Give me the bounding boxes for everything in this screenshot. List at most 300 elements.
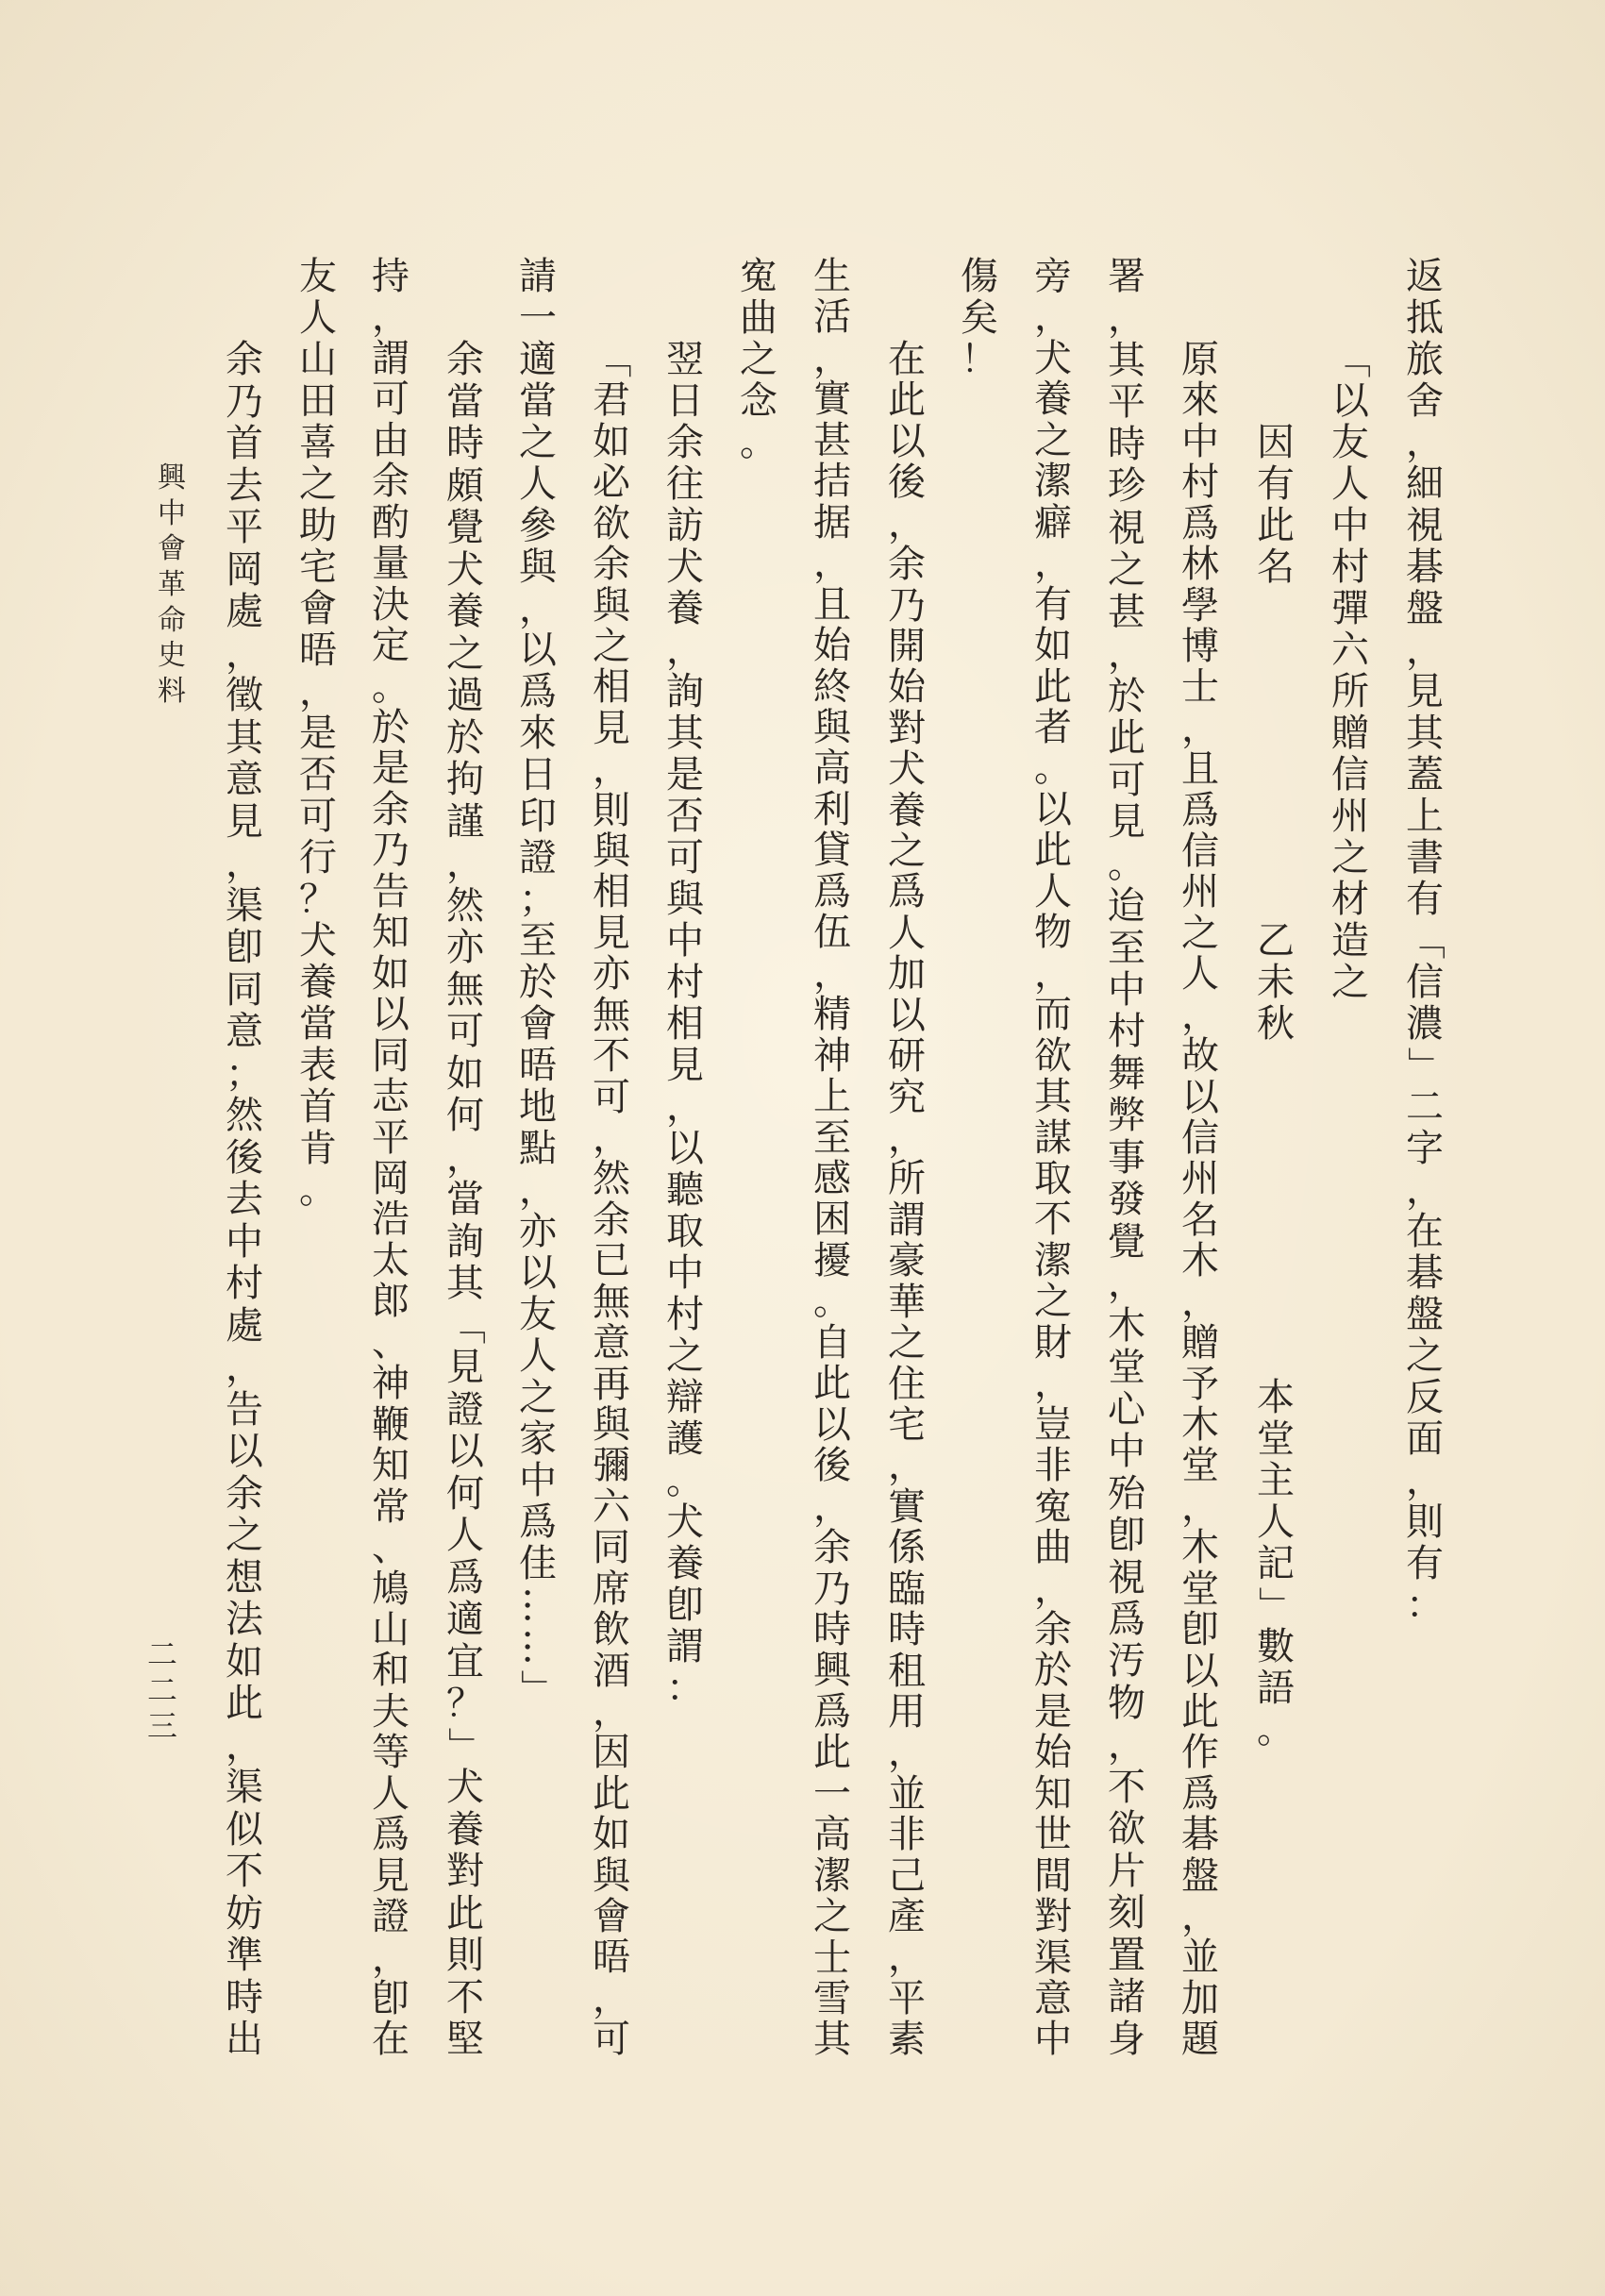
glyph: 村 bbox=[1331, 545, 1369, 589]
glyph: 豪 bbox=[888, 1239, 926, 1283]
glyph: 。 bbox=[372, 664, 410, 709]
glyph: 余 bbox=[446, 338, 484, 381]
glyph: 置 bbox=[1108, 1933, 1145, 1977]
glyph: 爲 bbox=[1108, 1598, 1145, 1641]
glyph: 覺 bbox=[446, 506, 484, 549]
glyph: 告 bbox=[372, 869, 410, 913]
glyph: 見 bbox=[372, 1853, 410, 1898]
glyph: 否 bbox=[666, 795, 704, 838]
glyph: 書 bbox=[1406, 836, 1444, 880]
glyph: ， bbox=[1108, 1723, 1145, 1768]
text-column-3-part-3-signature bbox=[1255, 1377, 1296, 1751]
glyph: 至 bbox=[1108, 926, 1145, 970]
glyph: 產 bbox=[888, 1895, 926, 1939]
glyph: 興 bbox=[158, 461, 186, 494]
glyph: 抵 bbox=[1406, 296, 1444, 340]
text-column-9 bbox=[811, 256, 853, 2060]
glyph: 、 bbox=[372, 1526, 410, 1570]
glyph: 晤 bbox=[593, 1936, 630, 1980]
glyph: 必 bbox=[593, 461, 630, 505]
glyph: ， bbox=[593, 1976, 630, 2020]
glyph: 二 bbox=[1406, 1085, 1444, 1129]
glyph: 宅 bbox=[888, 1402, 926, 1447]
glyph: ， bbox=[519, 587, 557, 630]
glyph: 見 bbox=[446, 1346, 484, 1389]
glyph: 木 bbox=[1108, 1303, 1145, 1348]
glyph: ， bbox=[813, 336, 851, 380]
glyph: 其 bbox=[446, 1262, 484, 1305]
text-column-3-part-1 bbox=[1255, 422, 1296, 588]
glyph: 以 bbox=[1331, 379, 1369, 423]
glyph: 豈 bbox=[1034, 1402, 1072, 1447]
glyph: 堂 bbox=[1108, 1346, 1145, 1390]
text-column-5 bbox=[1106, 256, 1147, 2060]
glyph: 予 bbox=[1181, 1362, 1219, 1406]
glyph: 則 bbox=[593, 788, 630, 832]
glyph: 酌 bbox=[372, 500, 410, 545]
glyph: 知 bbox=[372, 1444, 410, 1488]
glyph: 二 bbox=[146, 1636, 177, 1672]
glyph: 。 bbox=[1034, 746, 1072, 791]
glyph: 視 bbox=[1108, 1555, 1145, 1600]
glyph: 以 bbox=[372, 993, 410, 1037]
glyph: 以 bbox=[1181, 1075, 1219, 1119]
glyph: 見 bbox=[226, 799, 263, 844]
glyph: 神 bbox=[372, 1362, 410, 1406]
glyph: 可 bbox=[666, 836, 704, 880]
glyph: 適 bbox=[519, 338, 557, 381]
glyph: ， bbox=[1108, 296, 1145, 341]
glyph: 犬 bbox=[666, 1500, 704, 1544]
glyph: 博 bbox=[1181, 624, 1219, 668]
glyph: 之 bbox=[1331, 961, 1369, 1004]
glyph: 料 bbox=[158, 675, 186, 709]
glyph: 之 bbox=[1406, 1334, 1444, 1378]
glyph: 余 bbox=[226, 338, 263, 381]
glyph: ！ bbox=[961, 338, 998, 381]
glyph: 見 bbox=[1108, 800, 1145, 845]
glyph: 養 bbox=[446, 590, 484, 633]
glyph: ， bbox=[1181, 1280, 1219, 1324]
glyph: 犬 bbox=[446, 1766, 484, 1809]
glyph: 心 bbox=[1108, 1387, 1145, 1432]
glyph: 此 bbox=[1108, 716, 1145, 761]
glyph: 殆 bbox=[1108, 1471, 1145, 1516]
glyph: 知 bbox=[372, 911, 410, 955]
glyph: 可 bbox=[299, 795, 337, 838]
glyph: 盤 bbox=[1181, 1853, 1219, 1898]
glyph: 在 bbox=[888, 338, 926, 381]
glyph: 信 bbox=[1181, 830, 1219, 874]
glyph: 村 bbox=[666, 961, 704, 1004]
glyph: 詢 bbox=[666, 670, 704, 713]
glyph: 犬 bbox=[888, 747, 926, 792]
glyph: 。 bbox=[813, 1280, 851, 1324]
glyph: ， bbox=[888, 1116, 926, 1161]
glyph: ， bbox=[888, 1936, 926, 1980]
glyph: 生 bbox=[813, 255, 851, 298]
glyph: ， bbox=[1181, 1895, 1219, 1939]
glyph: 之 bbox=[519, 421, 557, 464]
glyph: 與 bbox=[593, 1402, 630, 1447]
glyph: 林 bbox=[1181, 543, 1219, 587]
glyph: 謹 bbox=[446, 799, 484, 844]
glyph: 余 bbox=[888, 543, 926, 587]
glyph: 如 bbox=[1034, 624, 1072, 668]
glyph: 之 bbox=[888, 830, 926, 874]
glyph: 碁 bbox=[1406, 1251, 1444, 1295]
glyph: ， bbox=[226, 631, 263, 676]
glyph: 爲 bbox=[372, 1813, 410, 1857]
glyph: 渠 bbox=[226, 1766, 263, 1809]
glyph: 爲 bbox=[1181, 1771, 1219, 1816]
glyph: 養 bbox=[446, 1807, 484, 1852]
glyph: 以 bbox=[888, 419, 926, 463]
glyph: 平 bbox=[372, 1115, 410, 1160]
glyph: 余 bbox=[593, 1198, 630, 1242]
glyph: 事 bbox=[1108, 1135, 1145, 1180]
glyph: 不 bbox=[1034, 1198, 1072, 1242]
glyph: 汚 bbox=[1108, 1639, 1145, 1684]
glyph: ， bbox=[1034, 1362, 1072, 1406]
glyph: 相 bbox=[593, 665, 630, 710]
glyph: 如 bbox=[446, 1051, 484, 1096]
glyph: 其 bbox=[666, 712, 704, 755]
glyph: 財 bbox=[1034, 1320, 1072, 1365]
glyph: 州 bbox=[1181, 870, 1219, 914]
glyph: 贈 bbox=[1181, 1321, 1219, 1366]
glyph: 會 bbox=[158, 532, 186, 566]
glyph: 之 bbox=[593, 624, 630, 668]
glyph: 此 bbox=[593, 1771, 630, 1816]
text-column-12 bbox=[591, 339, 632, 2060]
glyph: 犬 bbox=[1034, 336, 1072, 380]
glyph: 上 bbox=[1406, 795, 1444, 838]
glyph: 且 bbox=[813, 582, 851, 627]
glyph: 字 bbox=[1406, 1127, 1444, 1170]
glyph: 中 bbox=[1034, 2018, 1072, 2062]
text-column-15 bbox=[370, 256, 411, 2060]
glyph: 面 bbox=[1406, 1417, 1444, 1461]
glyph: 六 bbox=[1331, 628, 1369, 672]
glyph: ， bbox=[226, 842, 263, 885]
glyph: 「 bbox=[1403, 922, 1446, 960]
glyph: 利 bbox=[813, 787, 851, 831]
text-column-13 bbox=[517, 256, 559, 1709]
glyph: 爲 bbox=[519, 670, 557, 713]
glyph: 始 bbox=[1034, 1731, 1072, 1775]
glyph: 爲 bbox=[1181, 501, 1219, 545]
text-column-4 bbox=[1179, 339, 1221, 2060]
glyph: 此 bbox=[888, 378, 926, 423]
glyph: 可 bbox=[593, 1075, 630, 1119]
glyph: 弊 bbox=[1108, 1094, 1145, 1138]
glyph: 信 bbox=[1181, 1116, 1219, 1161]
glyph: ？ bbox=[446, 1682, 484, 1725]
glyph: 興 bbox=[813, 1649, 851, 1693]
glyph: 告 bbox=[226, 1387, 263, 1432]
glyph: 不 bbox=[446, 1975, 484, 2019]
glyph: 浩 bbox=[372, 1198, 410, 1242]
glyph: 則 bbox=[446, 1934, 484, 1977]
glyph: 爲 bbox=[813, 869, 851, 913]
glyph: 於 bbox=[446, 715, 484, 760]
glyph: 平 bbox=[1108, 380, 1145, 425]
glyph: 山 bbox=[372, 1607, 410, 1651]
glyph: 之 bbox=[1034, 1280, 1072, 1324]
glyph: 徵 bbox=[226, 674, 263, 717]
glyph: 之 bbox=[1331, 836, 1369, 880]
glyph: 點 bbox=[519, 1127, 557, 1170]
glyph: 余 bbox=[593, 543, 630, 587]
glyph: 已 bbox=[593, 1239, 630, 1283]
glyph: 去 bbox=[226, 463, 263, 508]
glyph: 本 bbox=[1257, 1376, 1295, 1419]
glyph: 堂 bbox=[1257, 1417, 1295, 1461]
glyph: ， bbox=[593, 747, 630, 792]
text-column-3-part-2-date bbox=[1255, 920, 1296, 1045]
glyph: 是 bbox=[372, 746, 410, 791]
glyph: 中 bbox=[666, 919, 704, 963]
glyph: 何 bbox=[446, 1094, 484, 1137]
glyph: 究 bbox=[888, 1075, 926, 1119]
glyph: 精 bbox=[813, 993, 851, 1037]
glyph: 」 bbox=[443, 1726, 487, 1765]
glyph: 旅 bbox=[1406, 338, 1444, 381]
page-number bbox=[144, 1636, 180, 1744]
glyph: 名 bbox=[1181, 1198, 1219, 1242]
glyph: … bbox=[516, 1586, 560, 1624]
glyph: 細 bbox=[1406, 462, 1444, 506]
glyph: 余 bbox=[226, 1471, 263, 1516]
glyph: 鞭 bbox=[372, 1402, 410, 1447]
glyph: 學 bbox=[1181, 583, 1219, 628]
glyph: 村 bbox=[1181, 461, 1219, 505]
glyph: 据 bbox=[813, 500, 851, 545]
glyph: 未 bbox=[1257, 961, 1295, 1004]
glyph: 爲 bbox=[446, 1555, 484, 1600]
glyph: 」 bbox=[1403, 1047, 1446, 1084]
glyph: 二 bbox=[146, 1672, 177, 1708]
glyph: 世 bbox=[1034, 1813, 1072, 1857]
glyph: 信 bbox=[1331, 753, 1369, 796]
glyph: 養 bbox=[888, 788, 926, 832]
glyph: 往 bbox=[666, 462, 704, 506]
glyph: 乃 bbox=[372, 829, 410, 873]
glyph: 卽 bbox=[1108, 1514, 1145, 1558]
glyph: 所 bbox=[888, 1157, 926, 1201]
glyph: 然 bbox=[593, 1157, 630, 1201]
glyph: 實 bbox=[888, 1484, 926, 1529]
glyph: ， bbox=[666, 1085, 704, 1129]
glyph: 再 bbox=[593, 1362, 630, 1406]
glyph: 與 bbox=[519, 545, 557, 589]
glyph: 山 bbox=[299, 338, 337, 381]
glyph: 一 bbox=[813, 1771, 851, 1816]
glyph: 與 bbox=[666, 878, 704, 921]
glyph: 後 bbox=[226, 1135, 263, 1180]
glyph: 旁 bbox=[1034, 255, 1072, 298]
glyph: 時 bbox=[226, 1975, 263, 2019]
glyph: 用 bbox=[888, 1689, 926, 1734]
glyph: 盤 bbox=[1406, 587, 1444, 630]
glyph: ， bbox=[299, 670, 337, 713]
glyph: 秋 bbox=[1257, 1002, 1295, 1046]
glyph: 三 bbox=[146, 1708, 177, 1744]
glyph: 如 bbox=[593, 1813, 630, 1857]
glyph: 意 bbox=[226, 1010, 263, 1053]
glyph: 視 bbox=[1406, 504, 1444, 547]
glyph: 酒 bbox=[593, 1649, 630, 1693]
glyph: 時 bbox=[1108, 422, 1145, 466]
glyph: 人 bbox=[446, 1514, 484, 1557]
glyph: 養 bbox=[1034, 377, 1072, 422]
glyph: 州 bbox=[1331, 795, 1369, 838]
glyph: 舍 bbox=[1406, 379, 1444, 423]
glyph: 寃 bbox=[740, 255, 777, 298]
glyph: 身 bbox=[1108, 2017, 1145, 2061]
glyph: 此 bbox=[1034, 829, 1072, 873]
glyph: 以 bbox=[1181, 1649, 1219, 1693]
glyph: 州 bbox=[1181, 1157, 1219, 1201]
glyph: 始 bbox=[813, 624, 851, 668]
glyph: ， bbox=[1181, 993, 1219, 1037]
glyph: 自 bbox=[813, 1320, 851, 1365]
glyph: 當 bbox=[446, 379, 484, 424]
glyph: 見 bbox=[593, 706, 630, 750]
glyph: 以 bbox=[666, 1127, 704, 1170]
glyph: 否 bbox=[299, 753, 337, 796]
glyph: 詢 bbox=[446, 1219, 484, 1264]
glyph: 所 bbox=[1331, 670, 1369, 713]
glyph: ： bbox=[1406, 1584, 1444, 1627]
glyph: 之 bbox=[888, 1321, 926, 1366]
glyph: ， bbox=[813, 1484, 851, 1529]
glyph: 亦 bbox=[593, 952, 630, 997]
glyph: 處 bbox=[226, 1303, 263, 1348]
glyph: 人 bbox=[888, 911, 926, 955]
glyph: 爲 bbox=[519, 1500, 557, 1544]
glyph: 」 bbox=[516, 1669, 560, 1707]
glyph: 。 bbox=[666, 1459, 704, 1502]
glyph: 與 bbox=[593, 830, 630, 874]
glyph: 甚 bbox=[813, 418, 851, 462]
glyph: ， bbox=[1108, 1262, 1145, 1306]
glyph: 對 bbox=[446, 1850, 484, 1893]
glyph: 鳩 bbox=[372, 1567, 410, 1611]
glyph: ， bbox=[593, 1116, 630, 1161]
glyph: 是 bbox=[1034, 1689, 1072, 1734]
glyph: ， bbox=[1034, 1567, 1072, 1611]
glyph: 非 bbox=[888, 1813, 926, 1857]
glyph: 見 bbox=[666, 1044, 704, 1087]
glyph: 如 bbox=[593, 419, 630, 463]
glyph: 寃 bbox=[1034, 1484, 1072, 1529]
glyph: 信 bbox=[1406, 961, 1444, 1004]
glyph: 後 bbox=[813, 1444, 851, 1488]
glyph: 六 bbox=[593, 1484, 630, 1529]
glyph: 甚 bbox=[1108, 590, 1145, 634]
glyph: 意 bbox=[226, 758, 263, 801]
glyph: 人 bbox=[519, 1334, 557, 1378]
glyph: 此 bbox=[446, 1891, 484, 1936]
glyph: 終 bbox=[813, 664, 851, 709]
glyph: 人 bbox=[299, 296, 337, 340]
glyph: 同 bbox=[226, 967, 263, 1012]
glyph: 上 bbox=[813, 1075, 851, 1119]
glyph: 高 bbox=[813, 1813, 851, 1857]
glyph: 覺 bbox=[1108, 1219, 1145, 1264]
glyph: 伍 bbox=[813, 911, 851, 955]
text-column-16 bbox=[297, 256, 339, 1211]
glyph: 余 bbox=[372, 460, 410, 504]
glyph: 晤 bbox=[299, 628, 337, 672]
glyph: 是 bbox=[299, 712, 337, 755]
glyph: 以 bbox=[519, 1251, 557, 1295]
glyph: 臨 bbox=[888, 1567, 926, 1611]
glyph: 謀 bbox=[1034, 1115, 1072, 1160]
glyph: 如 bbox=[226, 1639, 263, 1684]
glyph: 題 bbox=[1181, 2018, 1219, 2062]
glyph: 感 bbox=[813, 1156, 851, 1200]
glyph: 卽 bbox=[372, 1977, 410, 2021]
glyph: 中 bbox=[158, 496, 186, 530]
glyph: 擾 bbox=[813, 1238, 851, 1282]
glyph: 似 bbox=[226, 1807, 263, 1852]
glyph: ， bbox=[1406, 628, 1444, 672]
glyph: 友 bbox=[519, 1293, 557, 1336]
glyph: 友 bbox=[299, 255, 337, 298]
glyph: 由 bbox=[372, 418, 410, 462]
glyph: 人 bbox=[519, 462, 557, 506]
glyph: 見 bbox=[593, 911, 630, 955]
glyph: 木 bbox=[1181, 1526, 1219, 1570]
glyph: 如 bbox=[372, 951, 410, 996]
glyph: 中 bbox=[1108, 1430, 1145, 1474]
glyph: 余 bbox=[372, 787, 410, 831]
glyph: 後 bbox=[888, 461, 926, 505]
glyph: 反 bbox=[1406, 1376, 1444, 1419]
glyph: 會 bbox=[593, 1895, 630, 1939]
glyph: 命 bbox=[158, 603, 186, 637]
glyph: 以 bbox=[226, 1430, 263, 1473]
glyph: 妨 bbox=[226, 1891, 263, 1936]
glyph: 相 bbox=[666, 1002, 704, 1046]
glyph: 證 bbox=[446, 1387, 484, 1432]
text-column-11 bbox=[664, 339, 706, 1709]
glyph: 贈 bbox=[1331, 712, 1369, 755]
text-column-7 bbox=[959, 256, 1000, 380]
glyph: 中 bbox=[1181, 419, 1219, 463]
glyph: ， bbox=[226, 1723, 263, 1768]
glyph: 堅 bbox=[446, 2018, 484, 2061]
glyph: 以 bbox=[813, 1402, 851, 1447]
glyph: 渠 bbox=[226, 883, 263, 928]
glyph: 素 bbox=[888, 2018, 926, 2062]
glyph: 欲 bbox=[593, 501, 630, 545]
glyph: 當 bbox=[446, 1178, 484, 1221]
glyph: 不 bbox=[1108, 1765, 1145, 1809]
glyph: 和 bbox=[372, 1649, 410, 1693]
glyph: 謂 bbox=[372, 336, 410, 380]
glyph: 乃 bbox=[888, 583, 926, 628]
glyph: 彌 bbox=[593, 1444, 630, 1488]
glyph: 有 bbox=[1034, 582, 1072, 627]
glyph: 人 bbox=[372, 1771, 410, 1816]
glyph: 之 bbox=[1181, 911, 1219, 955]
glyph: 故 bbox=[1181, 1034, 1219, 1079]
glyph: 時 bbox=[813, 1607, 851, 1651]
